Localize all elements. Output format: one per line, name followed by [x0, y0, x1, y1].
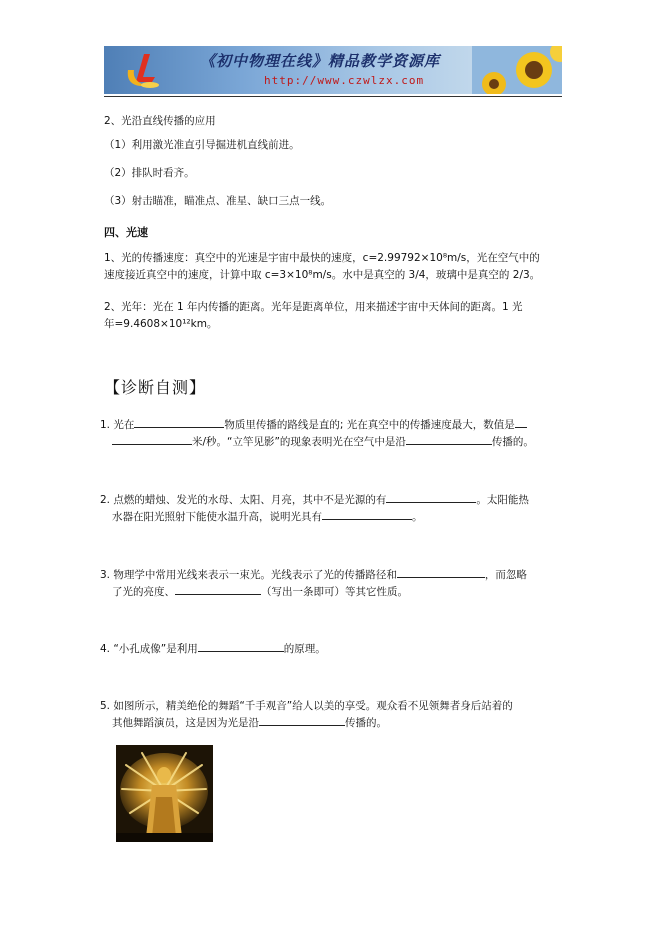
answer-blank[interactable]	[259, 715, 345, 726]
answer-blank[interactable]	[322, 509, 412, 520]
question-5-line-1: 5. 如图所示，精美绝伦的舞蹈“千手观音”给人以美的享受。观众看不见领舞者身后站着的	[100, 700, 513, 712]
answer-blank[interactable]	[397, 567, 485, 578]
question-text: 米/秒。“立竿见影”的现象表明光在空气中是沿	[192, 436, 406, 448]
question-text: 的原理。	[283, 643, 326, 655]
question-text: ，而忽略	[484, 569, 527, 581]
paragraph-line: 速度接近真空中的速度，计算中取 c=3×10⁸m/s。水中是真空的 3/4，玻璃中是真空的 2/3。	[104, 269, 541, 281]
paragraph-line: 1、光的传播速度：真空中的光速是宇宙中最快的速度，c=2.99792×10⁸m/s，光在空气中的	[104, 252, 540, 264]
question-3-line-2	[112, 584, 408, 601]
answer-blank[interactable]	[134, 417, 224, 428]
diagnosis-title: 【诊断自测】	[104, 378, 207, 397]
header-divider	[104, 96, 562, 97]
question-4	[100, 641, 326, 658]
question-text: （写出一条即可）等其它性质。	[261, 586, 408, 598]
question-text: 。	[412, 511, 423, 523]
answer-blank[interactable]	[406, 434, 492, 445]
question-text: 4. “小孔成像”是利用	[100, 643, 198, 655]
dance-photo	[116, 745, 213, 842]
section-heading: 四、光速	[104, 226, 148, 239]
paragraph-line: 年=9.4608×10¹²km。	[104, 318, 218, 330]
question-3-line-1	[100, 567, 527, 584]
question-1-line-2	[112, 434, 534, 451]
question-text: 。太阳能热	[476, 494, 529, 506]
list-item: （3）射击瞄准，瞄准点、准星、缺口三点一线。	[104, 195, 332, 207]
header-banner	[104, 46, 562, 94]
dancers-image-icon	[116, 745, 213, 842]
answer-blank[interactable]	[386, 492, 476, 503]
banner-title: 《初中物理在线》精品教学资源库	[200, 52, 441, 70]
question-text: 1. 光在	[100, 419, 135, 431]
list-item: （1）利用激光准直引导掘进机直线前进。	[104, 139, 300, 151]
paragraph-line: 2、光年：光在 1 年内传播的距离。光年是距离单位，用来描述宇宙中天体间的距离。1 光	[104, 301, 523, 313]
question-1-line-1	[100, 417, 527, 434]
logo-icon	[122, 52, 162, 90]
answer-blank[interactable]	[515, 417, 527, 428]
question-text: 传播的。	[345, 717, 387, 729]
question-text: 物质里传播的路线是直的; 光在真空中的传播速度最大，数值是	[224, 419, 515, 431]
list-item: （2）排队时看齐。	[104, 167, 195, 179]
question-text: 其他舞蹈演员，这是因为光是沿	[112, 717, 259, 729]
question-text: 水器在阳光照射下能使水温升高，说明光具有	[112, 511, 322, 523]
answer-blank[interactable]	[112, 434, 192, 445]
question-text: 了光的亮度、	[112, 586, 175, 598]
sunflower-icon	[472, 46, 562, 94]
question-text: 传播的。	[491, 436, 534, 448]
banner-url: http://www.czwlzx.com	[264, 74, 425, 87]
section-heading: 2、光沿直线传播的应用	[104, 115, 216, 127]
answer-blank[interactable]	[198, 641, 284, 652]
question-text: 3. 物理学中常用光线来表示一束光。光线表示了光的传播路径和	[100, 569, 397, 581]
answer-blank[interactable]	[175, 584, 261, 595]
question-2-line-2	[112, 509, 423, 526]
question-2-line-1	[100, 492, 529, 509]
question-5-line-2	[112, 715, 387, 732]
question-text: 2. 点燃的蜡烛、发光的水母、太阳、月亮，其中不是光源的有	[100, 494, 387, 506]
